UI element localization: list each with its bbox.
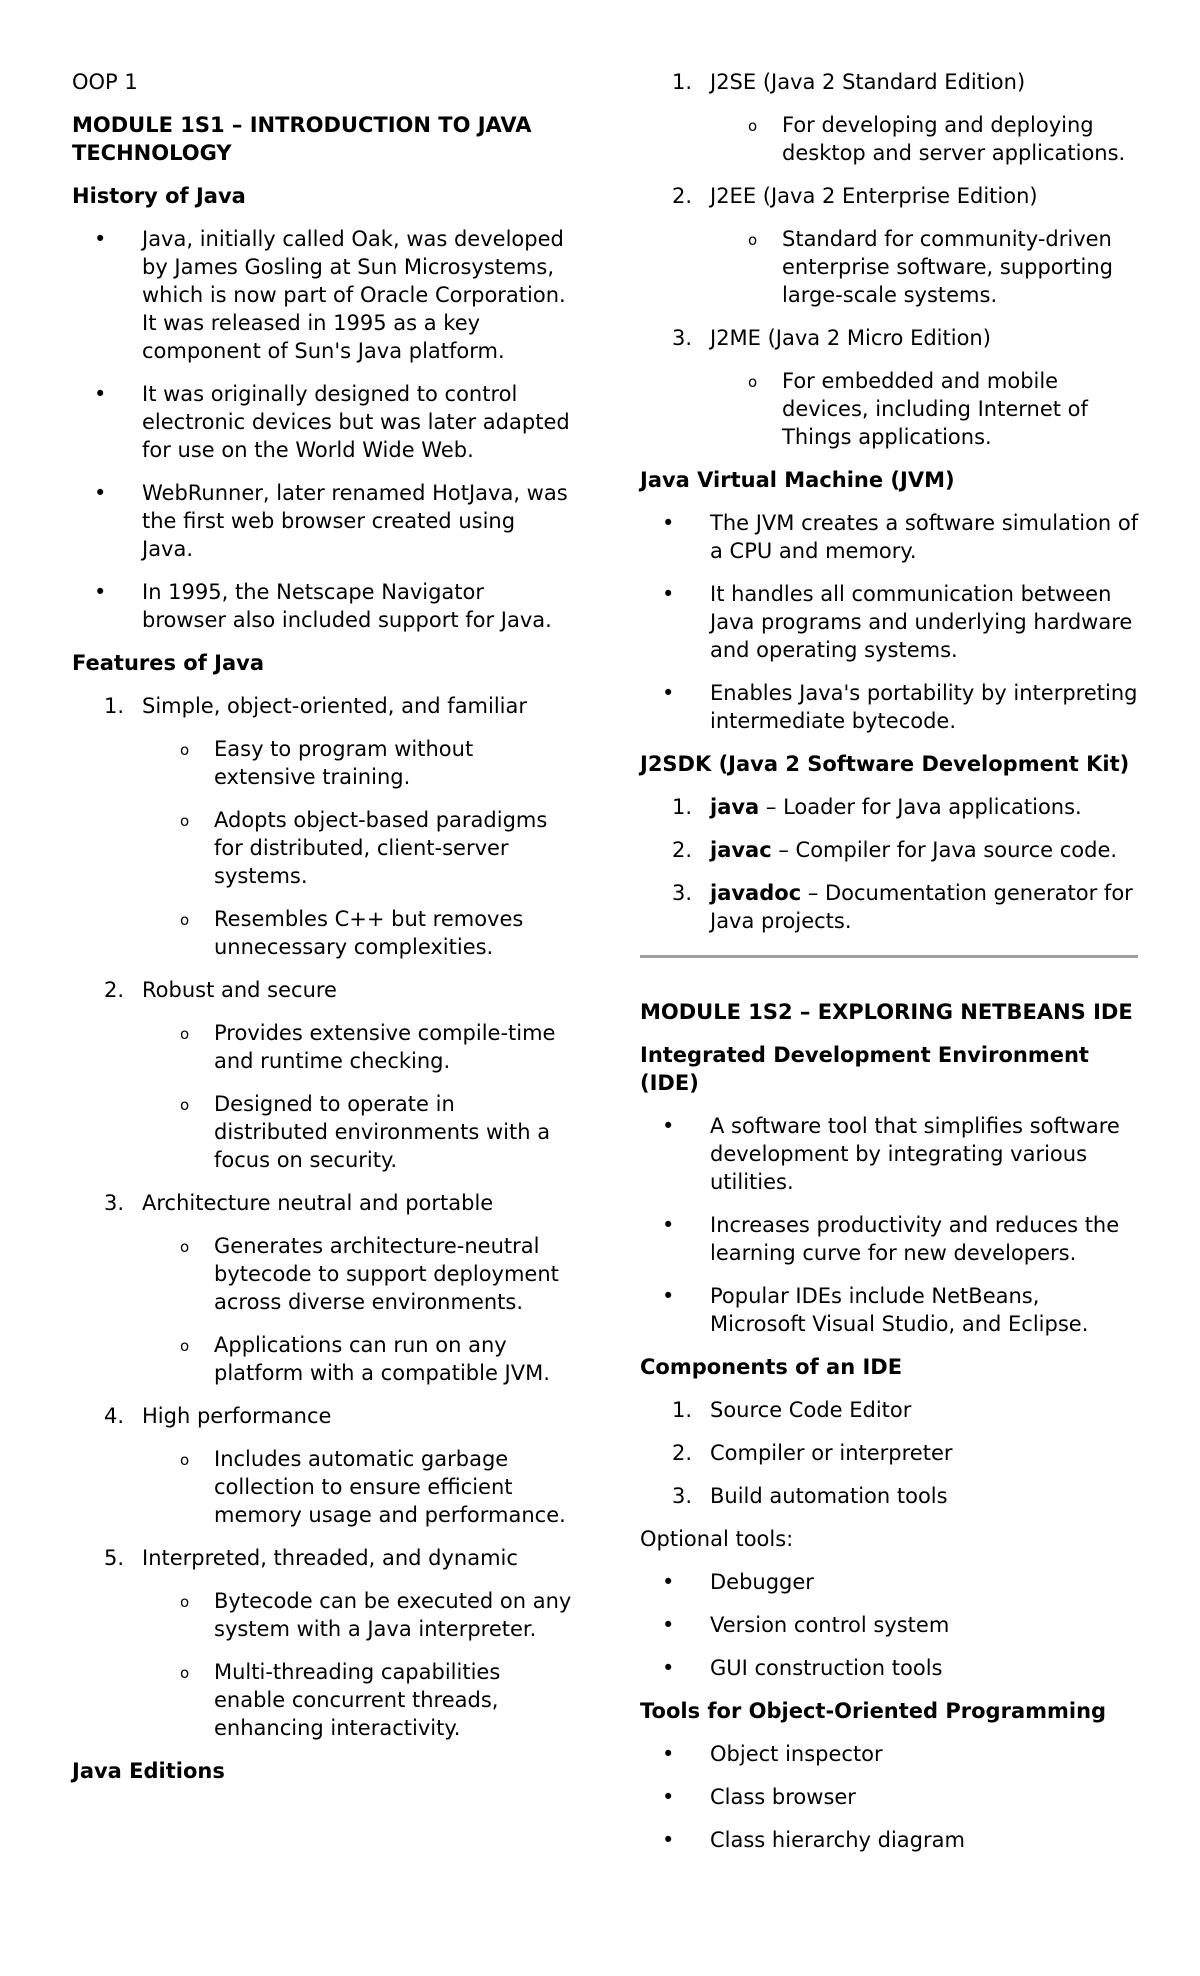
list-item [640, 1783, 1140, 1811]
sub-item [72, 1232, 572, 1316]
number-marker: 2. [672, 1441, 693, 1465]
feature-label: High performance [142, 1404, 332, 1428]
number-marker: 4. [104, 1404, 125, 1428]
feature-item [72, 1544, 572, 1572]
right-column [640, 68, 1140, 1869]
list-item [640, 1211, 1140, 1267]
list-item [72, 380, 572, 464]
section-divider [640, 955, 1138, 958]
sub-marker: o [180, 1664, 190, 1682]
sub-marker: o [748, 117, 758, 135]
sub-marker: o [180, 1337, 190, 1355]
list-item [640, 1568, 1140, 1596]
bullet-marker: • [662, 1284, 675, 1308]
number-marker: 3. [672, 326, 693, 350]
component-item [640, 1439, 1140, 1467]
component-item [640, 1396, 1140, 1424]
list-item [640, 580, 1140, 664]
left-column [72, 68, 572, 1800]
sub-marker: o [180, 741, 190, 759]
sub-item-text: Generates architecture-neutral bytecode to support deployment across diverse environments. [214, 1234, 559, 1314]
feature-item [72, 1189, 572, 1217]
list-item-text: Popular IDEs include NetBeans, Microsoft Visual Studio, and Eclipse. [710, 1284, 1089, 1336]
sdk-term: javadoc [710, 881, 802, 905]
sub-item [72, 1019, 572, 1075]
bullet-marker: • [662, 511, 675, 535]
bullet-marker: • [94, 481, 107, 505]
list-item-text: Object inspector [710, 1742, 883, 1766]
number-marker: 2. [672, 184, 693, 208]
sdk-term: javac [710, 838, 772, 862]
list-item [640, 1611, 1140, 1639]
sub-item [72, 1445, 572, 1529]
features-heading: Features of Java [72, 651, 265, 675]
feature-label: Simple, object-oriented, and familiar [142, 694, 528, 718]
sub-item [72, 806, 572, 890]
number-marker: 3. [104, 1191, 125, 1215]
sub-marker: o [180, 1593, 190, 1611]
sdk-item [640, 836, 1140, 864]
sub-item-text: Designed to operate in distributed environments with a focus on security. [214, 1092, 551, 1172]
j2sdk-heading: J2SDK (Java 2 Software Development Kit) [640, 752, 1130, 776]
sub-item-text: Includes automatic garbage collection to ensure efficient memory usage and performance. [214, 1447, 566, 1527]
number-marker: 3. [672, 881, 693, 905]
module1-title: MODULE 1S1 – INTRODUCTION TO JAVA TECHNOLOGY [72, 113, 532, 165]
feature-item [72, 976, 572, 1004]
list-item-text: Class hierarchy diagram [710, 1828, 965, 1852]
list-item [640, 679, 1140, 735]
list-item [640, 1826, 1140, 1854]
bullet-marker: • [662, 1114, 675, 1138]
number-marker: 1. [104, 694, 125, 718]
bullet-marker: • [662, 1742, 675, 1766]
sub-marker: o [180, 1451, 190, 1469]
list-item-text: The JVM creates a software simulation of a CPU and memory. [710, 511, 1139, 563]
bullet-marker: • [662, 582, 675, 606]
list-item-text: GUI construction tools [710, 1656, 943, 1680]
sub-item [72, 735, 572, 791]
sub-marker: o [180, 1238, 190, 1256]
number-marker: 2. [104, 978, 125, 1002]
list-item-text: Java, initially called Oak, was developed by James Gosling at Sun Microsystems, which is now part of Oracle Corporation. It was released in 1995 as a key component of Sun's Java platform. [142, 227, 566, 363]
sub-item-text: Provides extensive compile-time and runtime checking. [214, 1021, 556, 1073]
sub-item [72, 1658, 572, 1742]
list-item-text: In 1995, the Netscape Navigator browser also included support for Java. [142, 580, 552, 632]
edition-label: J2SE (Java 2 Standard Edition) [710, 70, 1026, 94]
edition-item [640, 68, 1140, 96]
bullet-marker: • [94, 580, 107, 604]
list-item [640, 1740, 1140, 1768]
edition-item [640, 182, 1140, 210]
list-item [72, 578, 572, 634]
sdk-desc: – Documentation generator for Java projects. [710, 881, 1133, 933]
sub-item-text: Bytecode can be executed on any system with a Java interpreter. [214, 1589, 572, 1641]
component-label: Compiler or interpreter [710, 1441, 953, 1465]
sub-item-text: Resembles C++ but removes unnecessary complexities. [214, 907, 524, 959]
sub-item [640, 111, 1140, 167]
edition-label: J2ME (Java 2 Micro Edition) [710, 326, 991, 350]
list-item [640, 1282, 1140, 1338]
edition-label: J2EE (Java 2 Enterprise Edition) [710, 184, 1038, 208]
list-item-text: It was originally designed to control electronic devices but was later adapted for use on the World Wide Web. [142, 382, 570, 462]
number-marker: 3. [672, 1484, 693, 1508]
feature-label: Robust and secure [142, 978, 337, 1002]
module2-title: MODULE 1S2 – EXPLORING NETBEANS IDE [640, 1000, 1133, 1024]
components-heading: Components of an IDE [640, 1355, 903, 1379]
sub-item-text: Easy to program without extensive training. [214, 737, 474, 789]
edition-item [640, 324, 1140, 352]
list-item [72, 479, 572, 563]
number-marker: 2. [672, 838, 693, 862]
list-item-text: Version control system [710, 1613, 950, 1637]
sub-item-text: Multi-threading capabilities enable concurrent threads, enhancing interactivity. [214, 1660, 501, 1740]
header-label: OOP 1 [72, 70, 138, 94]
number-marker: 1. [672, 795, 693, 819]
feature-item [72, 1402, 572, 1430]
component-label: Build automation tools [710, 1484, 948, 1508]
bullet-marker: • [662, 681, 675, 705]
sub-marker: o [180, 1025, 190, 1043]
list-item-text: Increases productivity and reduces the learning curve for new developers. [710, 1213, 1120, 1265]
feature-label: Interpreted, threaded, and dynamic [142, 1546, 518, 1570]
sub-item-text: Adopts object-based paradigms for distributed, client-server systems. [214, 808, 548, 888]
bullet-marker: • [662, 1213, 675, 1237]
list-item-text: A software tool that simplifies software development by integrating various utilities. [710, 1114, 1120, 1194]
sdk-item [640, 793, 1140, 821]
sub-item-text: For developing and deploying desktop and server applications. [782, 113, 1126, 165]
list-item [640, 1112, 1140, 1196]
ide-heading: Integrated Development Environment (IDE) [640, 1043, 1089, 1095]
list-item [72, 225, 572, 365]
sub-item [640, 225, 1140, 309]
sub-marker: o [180, 911, 190, 929]
sdk-desc: – Loader for Java applications. [759, 795, 1082, 819]
bullet-marker: • [662, 1785, 675, 1809]
sub-item [72, 1331, 572, 1387]
sub-item [72, 1587, 572, 1643]
component-item [640, 1482, 1140, 1510]
jvm-heading: Java Virtual Machine (JVM) [640, 468, 955, 492]
feature-label: Architecture neutral and portable [142, 1191, 494, 1215]
bullet-marker: • [662, 1613, 675, 1637]
sub-marker: o [180, 812, 190, 830]
sub-item [72, 1090, 572, 1174]
number-marker: 1. [672, 1398, 693, 1422]
sdk-item [640, 879, 1140, 935]
list-item [640, 509, 1140, 565]
bullet-marker: • [94, 382, 107, 406]
sdk-term: java [710, 795, 760, 819]
sub-item-text: Standard for community-driven enterprise software, supporting large-scale systems. [782, 227, 1113, 307]
list-item-text: It handles all communication between Java programs and underlying hardware and operating systems. [710, 582, 1133, 662]
bullet-marker: • [94, 227, 107, 251]
sdk-desc: – Compiler for Java source code. [771, 838, 1118, 862]
sub-marker: o [180, 1096, 190, 1114]
bullet-marker: • [662, 1828, 675, 1852]
sub-item-text: For embedded and mobile devices, including Internet of Things applications. [782, 369, 1088, 449]
sub-item-text: Applications can run on any platform with a compatible JVM. [214, 1333, 550, 1385]
sub-item [640, 367, 1140, 451]
feature-item [72, 692, 572, 720]
list-item [640, 1654, 1140, 1682]
optional-tools-label: Optional tools: [640, 1527, 794, 1551]
component-label: Source Code Editor [710, 1398, 912, 1422]
sub-marker: o [748, 373, 758, 391]
number-marker: 5. [104, 1546, 125, 1570]
sub-item [72, 905, 572, 961]
history-heading: History of Java [72, 184, 246, 208]
list-item-text: Debugger [710, 1570, 814, 1594]
bullet-marker: • [662, 1656, 675, 1680]
number-marker: 1. [672, 70, 693, 94]
list-item-text: Class browser [710, 1785, 856, 1809]
bullet-marker: • [662, 1570, 675, 1594]
list-item-text: WebRunner, later renamed HotJava, was the first web browser created using Java. [142, 481, 568, 561]
oop-tools-heading: Tools for Object-Oriented Programming [640, 1699, 1107, 1723]
list-item-text: Enables Java's portability by interpreting intermediate bytecode. [710, 681, 1138, 733]
editions-heading: Java Editions [72, 1759, 225, 1783]
sub-marker: o [748, 231, 758, 249]
